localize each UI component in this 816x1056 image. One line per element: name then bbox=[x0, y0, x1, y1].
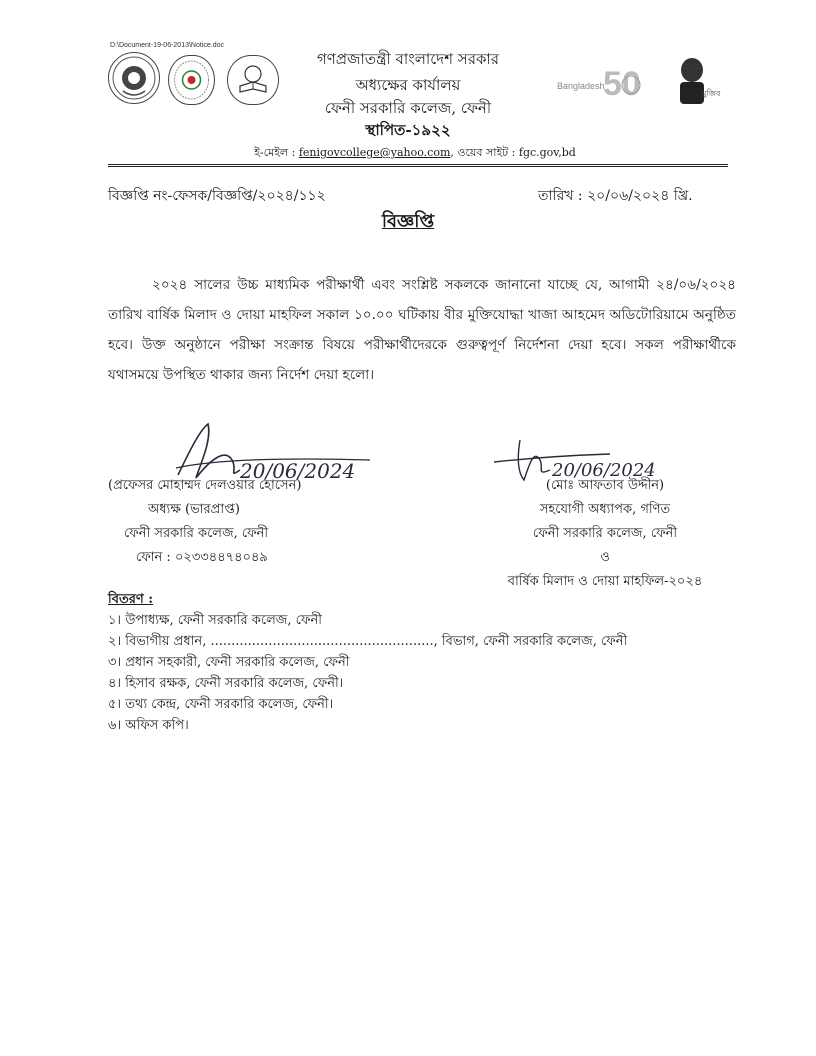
emblem-logo bbox=[108, 52, 160, 104]
email-link[interactable]: fenigovcollege@yahoo.com bbox=[298, 146, 451, 159]
website-link[interactable]: fgc.gov,bd bbox=[518, 146, 576, 159]
list-item: ১। উপাধ্যক্ষ, ফেনী সরকারি কলেজ, ফেনী bbox=[108, 613, 322, 628]
svg-text:Bangladesh: Bangladesh bbox=[557, 81, 605, 91]
svg-text:মুজিব: মুজিব bbox=[702, 89, 721, 98]
list-item: ৩। প্রধান সহকারী, ফেনী সরকারি কলেজ, ফেনী bbox=[108, 655, 350, 670]
list-item: ২। বিভাগীয় প্রধান, ......................................................, বিভাগ, ফেনী সরকারি কলেজ, ফেনী bbox=[108, 634, 628, 649]
header-divider-double bbox=[108, 166, 728, 167]
signatory-right-role: বার্ষিক মিলাদ ও দোয়া মাহফিল-২০২৪ bbox=[507, 574, 703, 589]
signatory-left-institution: ফেনী সরকারি কলেজ, ফেনী bbox=[124, 526, 269, 541]
signatory-right-name: (মোঃ আফতাব উদ্দীন) bbox=[545, 478, 665, 493]
signatory-right bbox=[480, 474, 730, 594]
header-contact bbox=[240, 144, 590, 163]
email-label: ই-মেইল : bbox=[254, 146, 299, 159]
list-item: ৫। তথ্য কেন্দ্র, ফেনী সরকারি কলেজ, ফেনী। bbox=[108, 697, 334, 712]
bangladesh-50-logo bbox=[555, 55, 645, 105]
teacher-signature-date: 20/06/2024 bbox=[552, 460, 656, 481]
principal-signature-date: 20/06/2024 bbox=[240, 459, 356, 483]
file-path-label: D:\Document-19-06-2013\Notice.doc bbox=[110, 42, 225, 49]
notice-body: ২০২৪ সালের উচ্চ মাধ্যমিক পরীক্ষার্থী এবং সংশ্লিষ্ট সকলকে জানানো যাচ্ছে যে, আগামী ২৪/০৬/২০২৪ তারিখ বার্ষিক মিলাদ ও দোয়া মাহফিল সকাল ১০.০০ ঘটিকায় বীর মুক্তিযোদ্ধা খাজা আহমেদ অডিটোরিয়ামে অনুষ্ঠিত হবে। উক্ত অনুষ্ঠানে পরীক্ষা সংক্রান্ত বিষয়ে পরীক্ষার্থীদেরকে গুরুত্বপূর্ণ নির্দেশনা দেয়া হবে। সকল পরীক্ষার্থীকে যথাসময়ে উপস্থিত থাকার জন্য নির্দেশ দেয়া হলো। bbox=[108, 277, 736, 383]
memo-number: বিজ্ঞপ্তি নং-ফেসক/বিজ্ঞপ্তি/২০২৪/১১২ bbox=[108, 188, 326, 204]
distribution-list bbox=[108, 610, 627, 736]
signatory-right-designation: সহযোগী অধ্যাপক, গণিত bbox=[539, 502, 671, 517]
header-established: স্থাপিত-১৯২২ bbox=[365, 121, 451, 139]
list-item: ৬। অফিস কপি। bbox=[108, 718, 189, 733]
header-college-name: ফেনী সরকারি কলেজ, ফেনী bbox=[324, 99, 492, 117]
signatory-left-phone: ফোন : ০২৩৩৪৪৭৪০৪৯ bbox=[136, 550, 268, 565]
website-label: , ওয়েব সাইট : bbox=[450, 146, 519, 159]
memo-date: তারিখ : ২০/০৬/২০২৪ খ্রি. bbox=[538, 188, 693, 204]
signatory-left-designation: অধ্যক্ষ (ভারপ্রাপ্ত) bbox=[148, 502, 240, 517]
header-office: অধ্যক্ষের কার্যালয় bbox=[355, 76, 461, 94]
distribution-title: বিতরণ : bbox=[108, 592, 154, 607]
svg-text:50: 50 bbox=[603, 65, 641, 103]
header-divider bbox=[108, 164, 728, 165]
college-seal-logo bbox=[168, 55, 215, 105]
list-item: ৪। হিসাব রক্ষক, ফেনী সরকারি কলেজ, ফেনী। bbox=[108, 676, 344, 691]
notice-title: বিজ্ঞপ্তি bbox=[381, 211, 435, 232]
signatory-right-conjunction: ও bbox=[600, 550, 610, 565]
header-government: গণপ্রজাতন্ত্রী বাংলাদেশ সরকার bbox=[316, 50, 500, 68]
signatory-left bbox=[108, 474, 368, 570]
signatory-left-name: (প্রফেসর মোহাম্মদ দেলওয়ার হোসেন) bbox=[108, 478, 302, 493]
mujib-portrait-logo bbox=[668, 52, 724, 108]
signatory-right-institution: ফেনী সরকারি কলেজ, ফেনী bbox=[532, 526, 678, 541]
